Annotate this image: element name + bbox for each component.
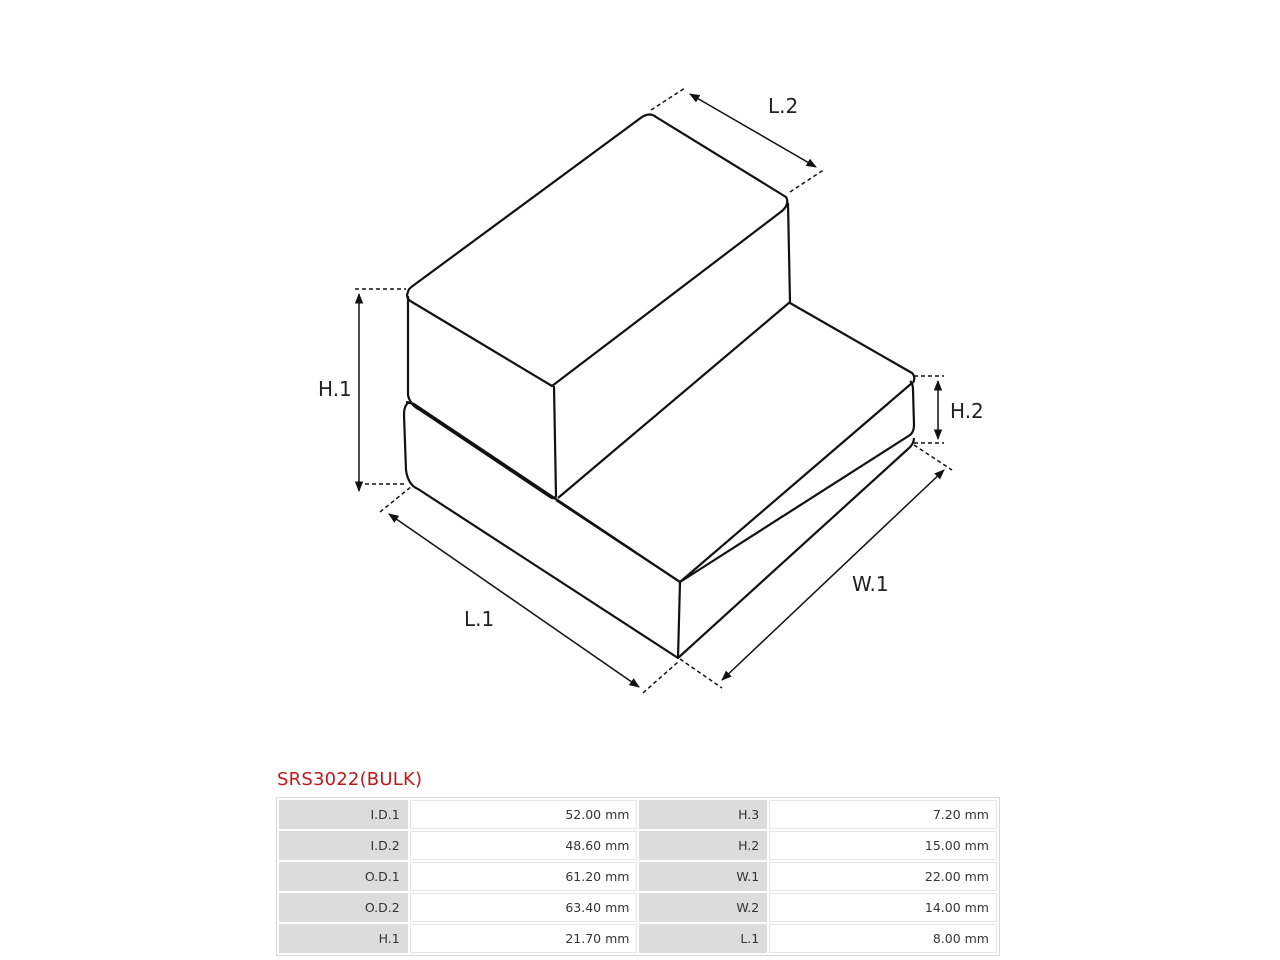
spec-row xyxy=(279,924,997,953)
label-h2: H.2 xyxy=(950,399,984,423)
label-l1: L.1 xyxy=(464,607,495,631)
dimension-w1 xyxy=(680,445,952,688)
spec-label: I.D.2 xyxy=(279,831,408,860)
spec-label: W.2 xyxy=(639,893,767,922)
spec-value: 61.20 mm xyxy=(410,862,638,891)
spec-label: H.1 xyxy=(279,924,408,953)
bottom-block xyxy=(404,303,914,658)
dimension-h1 xyxy=(318,289,406,491)
spec-label: I.D.1 xyxy=(279,800,408,829)
specs-table xyxy=(276,797,1000,956)
dimension-l1 xyxy=(380,486,678,693)
spec-value: 7.20 mm xyxy=(769,800,997,829)
spec-value: 21.70 mm xyxy=(410,924,638,953)
spec-row xyxy=(279,893,997,922)
spec-row xyxy=(279,800,997,829)
label-h1: H.1 xyxy=(318,377,352,401)
dimension-l2 xyxy=(651,88,825,192)
spec-label: W.1 xyxy=(639,862,767,891)
top-block xyxy=(407,115,790,499)
spec-value: 48.60 mm xyxy=(410,831,638,860)
label-w1: W.1 xyxy=(852,572,889,596)
spec-value: 63.40 mm xyxy=(410,893,638,922)
spec-value: 14.00 mm xyxy=(769,893,997,922)
spec-label: L.1 xyxy=(639,924,767,953)
dimension-h2 xyxy=(914,376,984,443)
spec-value: 52.00 mm xyxy=(410,800,638,829)
spec-row xyxy=(279,831,997,860)
spec-label: H.2 xyxy=(639,831,767,860)
label-l2: L.2 xyxy=(768,94,799,118)
spec-value: 8.00 mm xyxy=(769,924,997,953)
spec-label: H.3 xyxy=(639,800,767,829)
part-title: SRS3022(BULK) xyxy=(277,769,423,790)
spec-row xyxy=(279,862,997,891)
spec-value: 15.00 mm xyxy=(769,831,997,860)
spec-value: 22.00 mm xyxy=(769,862,997,891)
spec-label: O.D.2 xyxy=(279,893,408,922)
spec-label: O.D.1 xyxy=(279,862,408,891)
